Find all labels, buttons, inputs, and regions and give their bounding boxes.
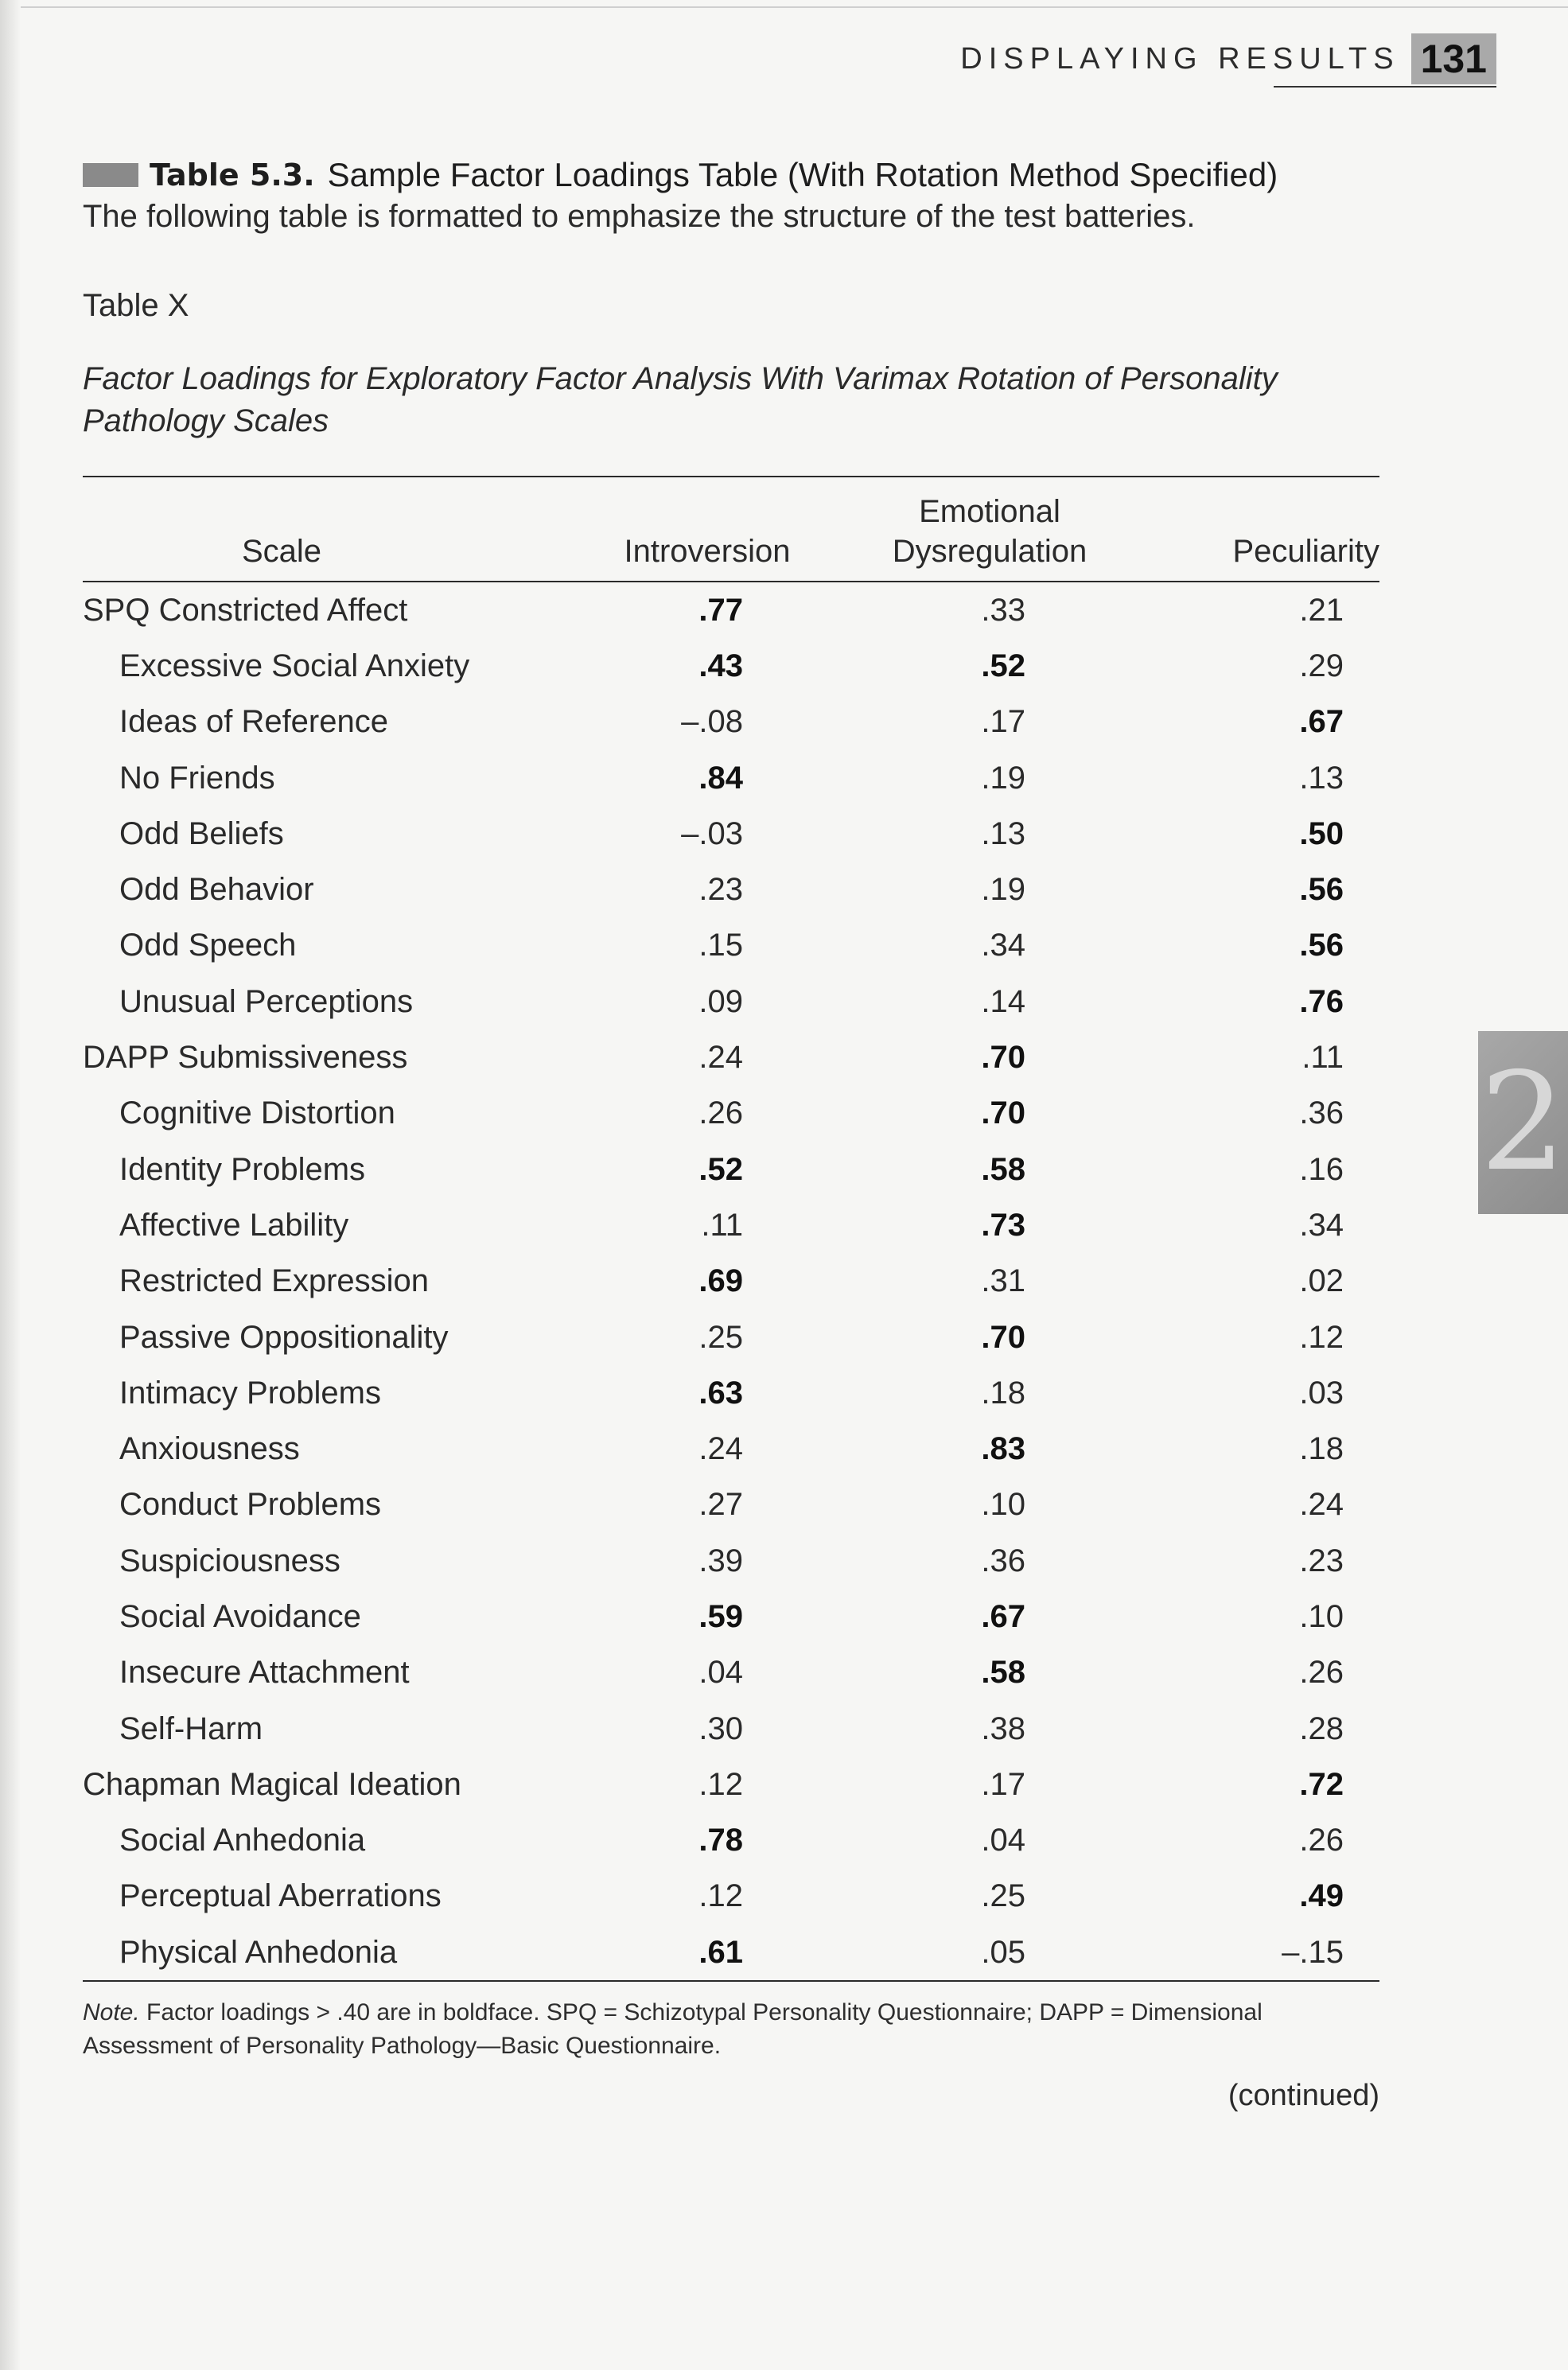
table-row (83, 1701, 1379, 1757)
cell-introversion-value: .63 (698, 1375, 743, 1411)
cell-emotional-dysregulation-value: .17 (981, 704, 1025, 740)
table-header-row (83, 477, 1379, 581)
page-number: 131 (1411, 33, 1496, 84)
cell-introversion (576, 582, 838, 638)
cell-emotional-dysregulation (838, 1869, 1141, 1924)
cell-scale: Odd Beliefs (119, 815, 284, 851)
cell-peculiarity-value: .18 (1299, 1431, 1344, 1467)
cell-peculiarity (1141, 862, 1379, 917)
cell-emotional-dysregulation (838, 1589, 1141, 1644)
cell-emotional-dysregulation (838, 862, 1141, 917)
cell-introversion-value: .23 (698, 872, 743, 908)
col-header-emotional-line2: Dysregulation (892, 534, 1087, 569)
caption-square-icon (83, 163, 138, 187)
cell-peculiarity-value: .23 (1299, 1543, 1344, 1578)
cell-emotional-dysregulation-value: .58 (981, 1151, 1025, 1187)
caption-label: Table 5.3. (150, 158, 315, 193)
table-row (83, 918, 1379, 974)
cell-peculiarity (1141, 1254, 1379, 1310)
cell-peculiarity-value: .10 (1299, 1598, 1344, 1634)
cell-scale: Cognitive Distortion (119, 1095, 395, 1131)
table-row (83, 638, 1379, 694)
cell-introversion-value: –.08 (681, 704, 743, 740)
continued-label: (continued) (1228, 2079, 1379, 2113)
cell-introversion-value: .78 (698, 1823, 743, 1858)
cell-scale: Identity Problems (119, 1151, 366, 1187)
table-title: Factor Loadings for Exploratory Factor Analysis With Varimax Rotation of Personality Pathology Scales (83, 361, 1278, 438)
cell-scale: Affective Lability (119, 1207, 349, 1243)
table-row (83, 806, 1379, 862)
cell-emotional-dysregulation-value: .18 (981, 1375, 1025, 1411)
cell-scale: SPQ Constricted Affect (83, 592, 408, 628)
cell-introversion-value: .27 (698, 1487, 743, 1523)
cell-peculiarity-value: .67 (1299, 704, 1344, 740)
table-row (83, 1589, 1379, 1644)
cell-peculiarity (1141, 1869, 1379, 1924)
caption-line (83, 156, 1435, 194)
cell-introversion (576, 1924, 838, 1980)
cell-peculiarity (1141, 1421, 1379, 1477)
cell-emotional-dysregulation (838, 806, 1141, 862)
cell-emotional-dysregulation-value: .10 (981, 1487, 1025, 1523)
table-row (83, 1813, 1379, 1869)
cell-scale: Physical Anhedonia (119, 1934, 398, 1970)
cell-scale: Social Avoidance (119, 1598, 361, 1634)
cell-peculiarity (1141, 1813, 1379, 1869)
cell-scale: No Friends (119, 760, 275, 796)
cell-peculiarity-value: .56 (1299, 928, 1344, 963)
cell-emotional-dysregulation-value: .36 (981, 1543, 1025, 1578)
caption-description: The following table is formatted to emphasize the structure of the test batteries. (83, 199, 1196, 234)
table-row (83, 1142, 1379, 1197)
table-row (83, 1477, 1379, 1533)
cell-introversion-value: .24 (698, 1040, 743, 1076)
cell-scale: DAPP Submissiveness (83, 1040, 408, 1076)
cell-emotional-dysregulation (838, 1365, 1141, 1421)
cell-scale: Odd Behavior (119, 872, 314, 908)
col-header-peculiarity-label: Peculiarity (1232, 534, 1379, 569)
cell-emotional-dysregulation (838, 1533, 1141, 1589)
cell-emotional-dysregulation (838, 1701, 1141, 1757)
cell-introversion-value: .59 (698, 1598, 743, 1634)
cell-emotional-dysregulation (838, 1813, 1141, 1869)
cell-peculiarity (1141, 1365, 1379, 1421)
cell-introversion (576, 1310, 838, 1365)
cell-peculiarity (1141, 638, 1379, 694)
caption-title: Sample Factor Loadings Table (With Rotation Method Specified) (327, 156, 1278, 193)
cell-emotional-dysregulation-value: .17 (981, 1766, 1025, 1802)
table-row (83, 1645, 1379, 1701)
cell-peculiarity (1141, 1086, 1379, 1142)
cell-emotional-dysregulation-value: .70 (981, 1095, 1025, 1131)
cell-scale: Odd Speech (119, 928, 297, 963)
cell-scale: Unusual Perceptions (119, 983, 414, 1019)
cell-scale: Passive Oppositionality (119, 1319, 449, 1355)
note-text: Factor loadings > .40 are in boldface. SPQ = Schizotypal Personality Questionnaire; DAPP = Dimensional Assessment of Personality Pathology—Basic Questionnaire. (83, 1999, 1263, 2060)
col-header-emotional-dysregulation (838, 477, 1141, 581)
cell-scale: Perceptual Aberrations (119, 1878, 442, 1914)
cell-peculiarity-value: .16 (1299, 1151, 1344, 1187)
cell-peculiarity-value: .13 (1299, 760, 1344, 796)
cell-introversion (576, 1477, 838, 1533)
cell-peculiarity (1141, 806, 1379, 862)
table-row (83, 1533, 1379, 1589)
cell-introversion (576, 1757, 838, 1812)
cell-introversion-value: .15 (698, 928, 743, 963)
loadings-table (83, 477, 1379, 581)
cell-peculiarity (1141, 1701, 1379, 1757)
cell-introversion-value: .30 (698, 1710, 743, 1746)
cell-peculiarity-value: .28 (1299, 1710, 1344, 1746)
factor-loadings-table (83, 476, 1379, 2113)
table-row (83, 1254, 1379, 1310)
cell-introversion (576, 1589, 838, 1644)
cell-peculiarity (1141, 1477, 1379, 1533)
cell-emotional-dysregulation-value: .14 (981, 983, 1025, 1019)
table-row (83, 1757, 1379, 1812)
cell-scale: Excessive Social Anxiety (119, 648, 470, 683)
cell-emotional-dysregulation (838, 582, 1141, 638)
table-row (83, 1310, 1379, 1365)
cell-introversion (576, 638, 838, 694)
col-header-scale (83, 477, 576, 581)
cell-introversion (576, 750, 838, 806)
cell-peculiarity (1141, 1924, 1379, 1980)
cell-emotional-dysregulation-value: .67 (981, 1598, 1025, 1634)
cell-emotional-dysregulation (838, 918, 1141, 974)
table-row (83, 582, 1379, 638)
table-row (83, 695, 1379, 750)
cell-introversion-value: .43 (698, 648, 743, 683)
cell-peculiarity-value: .36 (1299, 1095, 1344, 1131)
cell-introversion (576, 1029, 838, 1085)
cell-peculiarity-value: .26 (1299, 1823, 1344, 1858)
cell-scale: Social Anhedonia (119, 1823, 366, 1858)
cell-emotional-dysregulation (838, 1254, 1141, 1310)
cell-peculiarity-value: .21 (1299, 592, 1344, 628)
cell-peculiarity-value: .26 (1299, 1655, 1344, 1691)
cell-emotional-dysregulation-value: .34 (981, 928, 1025, 963)
cell-introversion-value: .09 (698, 983, 743, 1019)
cell-peculiarity-value: .24 (1299, 1487, 1344, 1523)
cell-introversion-value: .04 (698, 1655, 743, 1691)
table-row (83, 862, 1379, 917)
cell-introversion (576, 1701, 838, 1757)
cell-emotional-dysregulation (838, 1142, 1141, 1197)
cell-peculiarity-value: .76 (1299, 983, 1344, 1019)
col-header-emotional-line1: Emotional (919, 494, 1060, 529)
cell-introversion-value: .69 (698, 1263, 743, 1299)
cell-emotional-dysregulation (838, 1645, 1141, 1701)
cell-emotional-dysregulation-value: .73 (981, 1207, 1025, 1243)
cell-introversion (576, 974, 838, 1029)
cell-emotional-dysregulation-value: .70 (981, 1319, 1025, 1355)
table-row (83, 1365, 1379, 1421)
cell-emotional-dysregulation-value: .19 (981, 872, 1025, 908)
cell-peculiarity (1141, 1533, 1379, 1589)
cell-scale: Insecure Attachment (119, 1655, 410, 1691)
cell-introversion (576, 1365, 838, 1421)
cell-peculiarity-value: .50 (1299, 815, 1344, 851)
cell-peculiarity (1141, 1142, 1379, 1197)
cell-emotional-dysregulation-value: .83 (981, 1431, 1025, 1467)
cell-introversion-value: .61 (698, 1934, 743, 1970)
cell-introversion (576, 1813, 838, 1869)
table-row (83, 1029, 1379, 1085)
cell-emotional-dysregulation-value: .38 (981, 1710, 1025, 1746)
cell-introversion (576, 806, 838, 862)
table-row (83, 1197, 1379, 1253)
running-header (960, 32, 1496, 86)
cell-introversion-value: .11 (701, 1207, 743, 1243)
cell-emotional-dysregulation-value: .70 (981, 1040, 1025, 1076)
table-row (83, 1421, 1379, 1477)
cell-scale: Conduct Problems (119, 1487, 382, 1523)
col-header-introversion-label: Introversion (624, 534, 791, 569)
cell-scale: Intimacy Problems (119, 1375, 381, 1411)
cell-scale: Restricted Expression (119, 1263, 430, 1299)
cell-peculiarity-value: .29 (1299, 648, 1344, 683)
cell-emotional-dysregulation (838, 1310, 1141, 1365)
chapter-tab-glyph: 2 (1480, 1044, 1566, 1201)
table-row (83, 750, 1379, 806)
cell-peculiarity (1141, 974, 1379, 1029)
cell-introversion-value: .39 (698, 1543, 743, 1578)
binding-shadow (0, 0, 21, 2370)
table-caption (83, 156, 1435, 235)
cell-emotional-dysregulation-value: .25 (981, 1878, 1025, 1914)
cell-introversion-value: .84 (698, 760, 743, 796)
cell-introversion-value: .77 (698, 592, 743, 628)
loadings-table-body (83, 582, 1379, 1980)
cell-scale: Self-Harm (119, 1710, 263, 1746)
cell-scale: Chapman Magical Ideation (83, 1766, 461, 1802)
cell-introversion-value: .24 (698, 1431, 743, 1467)
cell-introversion (576, 918, 838, 974)
cell-emotional-dysregulation (838, 1029, 1141, 1085)
note-label: Note. (83, 1999, 140, 2026)
cell-emotional-dysregulation (838, 750, 1141, 806)
cell-scale: Ideas of Reference (119, 704, 388, 740)
table-number: Table X (83, 288, 189, 323)
table-bottom-rule (83, 1980, 1379, 1982)
col-header-introversion (576, 477, 838, 581)
cell-emotional-dysregulation-value: .13 (981, 815, 1025, 851)
cell-introversion-value: –.03 (681, 815, 743, 851)
header-rule (1274, 86, 1496, 88)
cell-emotional-dysregulation-value: .58 (981, 1655, 1025, 1691)
cell-emotional-dysregulation (838, 1421, 1141, 1477)
cell-peculiarity-value: .12 (1299, 1319, 1344, 1355)
cell-peculiarity-value: .72 (1299, 1766, 1344, 1802)
cell-emotional-dysregulation (838, 695, 1141, 750)
cell-emotional-dysregulation (838, 1924, 1141, 1980)
col-header-peculiarity (1141, 477, 1379, 581)
cell-emotional-dysregulation (838, 1197, 1141, 1253)
cell-peculiarity-value: .02 (1299, 1263, 1344, 1299)
cell-emotional-dysregulation-value: .19 (981, 760, 1025, 796)
col-header-scale-label: Scale (241, 534, 322, 569)
cell-emotional-dysregulation (838, 1757, 1141, 1812)
cell-introversion (576, 1645, 838, 1701)
cell-introversion (576, 1533, 838, 1589)
cell-peculiarity (1141, 695, 1379, 750)
cell-introversion-value: .25 (698, 1319, 743, 1355)
cell-peculiarity-value: .34 (1299, 1207, 1344, 1243)
cell-emotional-dysregulation-value: .52 (981, 648, 1025, 683)
cell-introversion-value: .52 (698, 1151, 743, 1187)
cell-introversion (576, 1421, 838, 1477)
cell-emotional-dysregulation (838, 1477, 1141, 1533)
cell-introversion (576, 862, 838, 917)
cell-peculiarity (1141, 1197, 1379, 1253)
cell-introversion (576, 1086, 838, 1142)
cell-introversion (576, 1142, 838, 1197)
cell-peculiarity-value: .49 (1299, 1878, 1344, 1914)
cell-introversion (576, 695, 838, 750)
top-edge-rule (0, 6, 1568, 8)
cell-scale: Suspiciousness (119, 1543, 340, 1578)
cell-peculiarity-value: –.15 (1282, 1934, 1344, 1970)
cell-peculiarity (1141, 750, 1379, 806)
cell-peculiarity (1141, 1029, 1379, 1085)
cell-emotional-dysregulation (838, 638, 1141, 694)
cell-introversion (576, 1197, 838, 1253)
cell-peculiarity-value: .03 (1299, 1375, 1344, 1411)
cell-introversion-value: .26 (698, 1095, 743, 1131)
cell-introversion (576, 1254, 838, 1310)
cell-peculiarity (1141, 582, 1379, 638)
cell-peculiarity-value: .56 (1299, 872, 1344, 908)
table-row (83, 974, 1379, 1029)
running-header-title: DISPLAYING RESULTS (960, 41, 1400, 76)
chapter-tab (1478, 1031, 1568, 1214)
cell-peculiarity (1141, 918, 1379, 974)
table-row (83, 1869, 1379, 1924)
cell-introversion-value: .12 (698, 1878, 743, 1914)
cell-peculiarity (1141, 1645, 1379, 1701)
table-row (83, 1086, 1379, 1142)
cell-peculiarity-value: .11 (1301, 1040, 1344, 1076)
cell-emotional-dysregulation (838, 1086, 1141, 1142)
cell-emotional-dysregulation-value: .04 (981, 1823, 1025, 1858)
cell-introversion (576, 1869, 838, 1924)
cell-scale: Anxiousness (119, 1431, 300, 1467)
cell-peculiarity (1141, 1589, 1379, 1644)
cell-peculiarity (1141, 1757, 1379, 1812)
cell-peculiarity (1141, 1310, 1379, 1365)
cell-emotional-dysregulation-value: .05 (981, 1934, 1025, 1970)
cell-emotional-dysregulation-value: .31 (981, 1263, 1025, 1299)
cell-emotional-dysregulation-value: .33 (981, 592, 1025, 628)
cell-introversion-value: .12 (698, 1766, 743, 1802)
table-row (83, 1924, 1379, 1980)
cell-emotional-dysregulation (838, 974, 1141, 1029)
table-note (83, 1996, 1379, 2063)
